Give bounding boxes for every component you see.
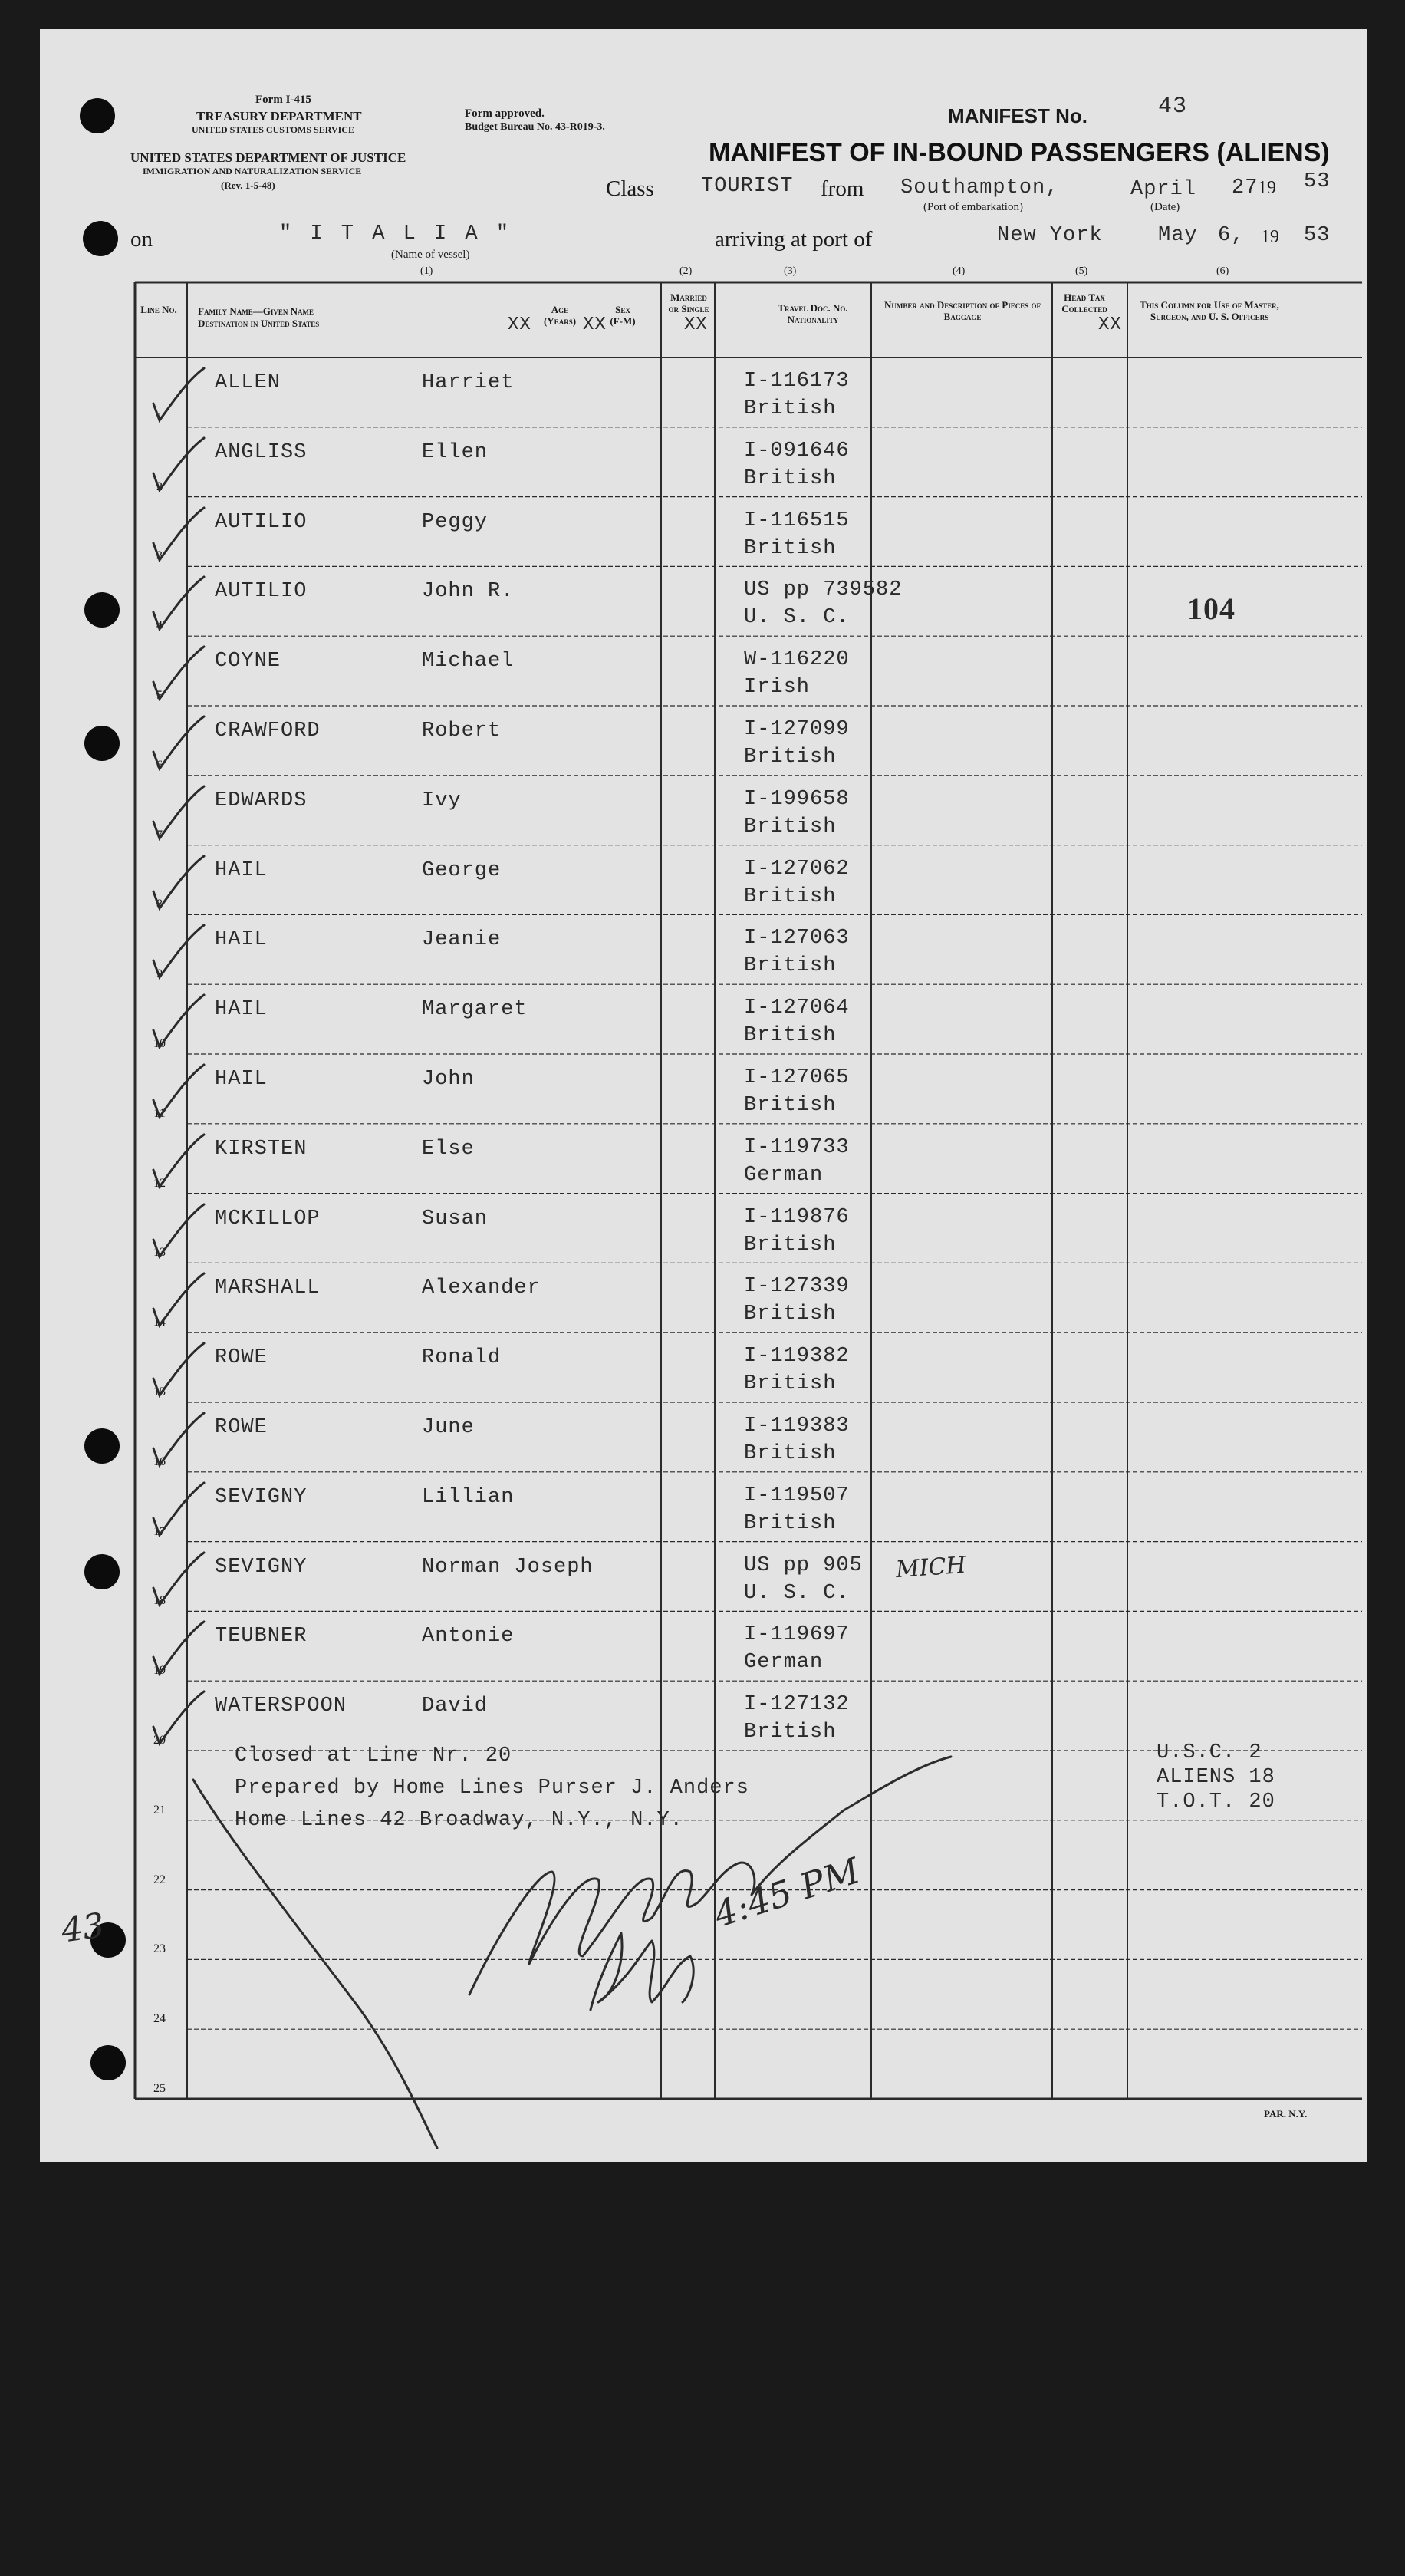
- nationality: British: [744, 884, 837, 908]
- arrival-day: 6,: [1218, 224, 1245, 247]
- from-label: from: [821, 176, 864, 201]
- passenger-family-name: SEVIGNY: [215, 1555, 308, 1579]
- passenger-given-name: Ellen: [422, 440, 489, 464]
- nationality: British: [744, 1024, 837, 1048]
- travel-doc-number: I-116515: [744, 509, 850, 532]
- passenger-given-name: Susan: [422, 1207, 489, 1230]
- line-number: 2: [156, 479, 163, 493]
- line-number: 25: [153, 2082, 166, 2095]
- travel-doc-number: I-127132: [744, 1693, 850, 1717]
- passenger-given-name: Antonie: [422, 1625, 515, 1649]
- officer-note: 104: [1187, 591, 1236, 626]
- departure-year: 53: [1304, 170, 1331, 193]
- nationality: British: [744, 1372, 837, 1396]
- travel-doc-number: I-119697: [744, 1623, 850, 1647]
- line-number: 23: [153, 1942, 166, 1956]
- line-number: 20: [153, 1734, 166, 1747]
- arrival-month: May: [1158, 224, 1198, 247]
- passenger-given-name: Norman Joseph: [422, 1555, 594, 1579]
- address-note: Home Lines 42 Broadway, N.Y., N.Y.: [235, 1809, 683, 1832]
- departure-day: 27: [1232, 176, 1259, 199]
- initials-mark: [591, 1933, 693, 2010]
- passenger-given-name: John: [422, 1068, 475, 1091]
- passenger-given-name: Peggy: [422, 510, 489, 534]
- nationality: British: [744, 815, 837, 838]
- passenger-family-name: TEUBNER: [215, 1625, 308, 1649]
- travel-doc-number: I-127065: [744, 1066, 850, 1089]
- header-head-tax: Head Tax Collected: [1061, 292, 1107, 315]
- column-number: (4): [953, 265, 966, 277]
- footer-slash: [193, 1780, 437, 2148]
- passenger-family-name: HAIL: [215, 928, 268, 952]
- handwritten-page-number: 43: [58, 1906, 107, 1951]
- nationality: Irish: [744, 676, 811, 700]
- passenger-given-name: June: [422, 1416, 475, 1439]
- travel-doc-number: US pp 905: [744, 1553, 863, 1577]
- line-number: 10: [153, 1037, 166, 1050]
- passenger-family-name: HAIL: [215, 998, 268, 1022]
- manifest-number-label: MANIFEST No.: [948, 104, 1087, 127]
- line-number: 3: [156, 549, 163, 563]
- passenger-family-name: HAIL: [215, 1068, 268, 1091]
- header-travel-doc: Travel Doc. No. Nationality: [778, 302, 848, 325]
- travel-doc-number: I-127063: [744, 927, 850, 950]
- header-tax-strike: XX: [1098, 315, 1122, 335]
- passenger-given-name: Michael: [422, 650, 515, 674]
- passenger-family-name: ALLEN: [215, 371, 281, 394]
- passenger-given-name: Jeanie: [422, 928, 502, 952]
- total-aliens: ALIENS 18: [1157, 1766, 1275, 1789]
- line-number: 12: [153, 1176, 166, 1190]
- passenger-given-name: David: [422, 1695, 489, 1718]
- form-number: Form I-415: [255, 94, 311, 106]
- departure-month: April: [1130, 178, 1197, 201]
- nationality: British: [744, 466, 837, 490]
- travel-doc-number: W-116220: [744, 648, 850, 672]
- passenger-given-name: Alexander: [422, 1276, 541, 1300]
- class-value: TOURIST: [701, 175, 794, 198]
- passenger-family-name: KIRSTEN: [215, 1137, 308, 1161]
- nationality: British: [744, 1233, 837, 1257]
- header-sex-strike: XX: [583, 315, 607, 335]
- line-number: 4: [156, 619, 163, 633]
- header-officers: This Column for Use of Master, Surgeon, and U. S. Officers: [1140, 299, 1279, 322]
- travel-doc-number: I-199658: [744, 787, 850, 811]
- arriving-label: arriving at port of: [715, 227, 873, 252]
- revision: (Rev. 1-5-48): [221, 180, 275, 191]
- header-line-no: Line No.: [140, 304, 177, 315]
- passenger-family-name: CRAWFORD: [215, 720, 321, 743]
- line-number: 18: [153, 1594, 166, 1608]
- header-age-strike: XX: [508, 315, 531, 335]
- column-number: (3): [784, 265, 797, 277]
- manifest-number: 43: [1158, 94, 1188, 120]
- nationality: British: [744, 1442, 837, 1465]
- nationality: German: [744, 1651, 824, 1675]
- travel-doc-number: I-119383: [744, 1415, 850, 1438]
- manifest-title: MANIFEST OF IN-BOUND PASSENGERS (ALIENS): [709, 138, 1330, 167]
- nationality: British: [744, 954, 837, 978]
- closed-note: Closed at Line Nr. 20: [235, 1744, 512, 1767]
- line-number: 9: [156, 967, 163, 981]
- line-number: 24: [153, 2012, 166, 2026]
- passenger-given-name: Margaret: [422, 998, 528, 1022]
- passenger-family-name: MCKILLOP: [215, 1207, 321, 1230]
- passenger-given-name: Harriet: [422, 371, 515, 394]
- passenger-family-name: MARSHALL: [215, 1276, 321, 1300]
- column-number: (1): [420, 265, 433, 277]
- date-caption: (Date): [1150, 201, 1180, 213]
- travel-doc-number: US pp 739582: [744, 578, 903, 602]
- line-number: 1: [156, 410, 163, 423]
- travel-doc-number: I-127064: [744, 996, 850, 1020]
- header-family-name: Family Name—Given Name: [198, 305, 314, 317]
- nationality: British: [744, 397, 837, 420]
- nationality: British: [744, 536, 837, 560]
- nationality: British: [744, 1721, 837, 1744]
- passenger-family-name: EDWARDS: [215, 789, 308, 812]
- ins-service: IMMIGRATION AND NATURALIZATION SERVICE: [143, 166, 362, 176]
- passenger-given-name: Lillian: [422, 1485, 515, 1509]
- embarkation-port: Southampton,: [900, 176, 1059, 199]
- travel-doc-number: I-127062: [744, 857, 850, 881]
- passenger-given-name: John R.: [422, 580, 515, 604]
- travel-doc-number: I-127099: [744, 718, 850, 741]
- vessel-name: " I T A L I A ": [279, 222, 512, 245]
- time-note: 4:45 PM: [709, 1850, 865, 1935]
- departure-year-prefix: 19: [1258, 178, 1276, 198]
- arrival-port: New York: [997, 224, 1103, 247]
- nationality: British: [744, 1303, 837, 1326]
- treasury-department: TREASURY DEPARTMENT: [196, 109, 362, 124]
- header-married: Married or Single: [668, 292, 709, 315]
- total-usc: U.S.C. 2: [1157, 1741, 1262, 1764]
- passenger-family-name: AUTILIO: [215, 510, 308, 534]
- line-number: 8: [156, 898, 163, 911]
- printer-imprint: PAR. N.Y.: [1264, 2108, 1308, 2120]
- passenger-family-name: WATERSPOON: [215, 1695, 347, 1718]
- travel-doc-number: I-116173: [744, 370, 850, 393]
- nationality: British: [744, 1511, 837, 1535]
- line-number: 15: [153, 1385, 166, 1398]
- header-age: Age (Years): [543, 304, 577, 327]
- department-of-justice: UNITED STATES DEPARTMENT OF JUSTICE: [130, 150, 406, 165]
- header-sex: Sex (F-M): [610, 304, 636, 327]
- form-approved: Form approved.: [465, 107, 545, 120]
- passenger-family-name: COYNE: [215, 650, 281, 674]
- nationality: British: [744, 1094, 837, 1117]
- passenger-given-name: Robert: [422, 720, 502, 743]
- travel-doc-number: I-119507: [744, 1484, 850, 1507]
- header-destination: Destination in United States: [198, 318, 320, 329]
- line-number: 21: [153, 1803, 166, 1817]
- column-number: (5): [1075, 265, 1088, 277]
- column-number: (6): [1216, 265, 1229, 277]
- passenger-family-name: AUTILIO: [215, 580, 308, 604]
- passenger-given-name: George: [422, 858, 502, 882]
- column-number: (2): [679, 265, 693, 277]
- officer-signature: [469, 1757, 951, 1995]
- arrival-year: 53: [1304, 224, 1331, 247]
- passenger-family-name: HAIL: [215, 858, 268, 882]
- line-number: 6: [156, 758, 163, 772]
- line-number: 7: [156, 828, 163, 842]
- vessel-caption: (Name of vessel): [391, 249, 470, 261]
- arrival-year-prefix: 19: [1261, 227, 1279, 247]
- line-number: 14: [153, 1316, 166, 1329]
- mich-note: MICH: [894, 1551, 967, 1584]
- line-number: 11: [153, 1106, 166, 1120]
- passenger-family-name: ANGLISS: [215, 440, 308, 464]
- total-tot: T.O.T. 20: [1157, 1790, 1275, 1813]
- passenger-given-name: Else: [422, 1137, 475, 1161]
- embarkation-caption: (Port of embarkation): [923, 201, 1023, 213]
- line-number: 19: [153, 1664, 166, 1678]
- passenger-family-name: ROWE: [215, 1346, 268, 1370]
- passenger-family-name: SEVIGNY: [215, 1485, 308, 1509]
- travel-doc-number: I-119382: [744, 1345, 850, 1369]
- budget-bureau: Budget Bureau No. 43-R019-3.: [465, 121, 605, 133]
- class-label: Class: [606, 176, 654, 201]
- on-label: on: [130, 227, 153, 252]
- passenger-given-name: Ivy: [422, 789, 462, 812]
- nationality: British: [744, 746, 837, 769]
- line-number: 13: [153, 1246, 166, 1260]
- travel-doc-number: I-127339: [744, 1275, 850, 1299]
- passenger-family-name: ROWE: [215, 1416, 268, 1439]
- header-baggage: Number and Description of Pieces of Baggage: [884, 299, 1041, 322]
- nationality: U. S. C.: [744, 1581, 850, 1605]
- line-number: 17: [153, 1524, 166, 1538]
- travel-doc-number: I-119733: [744, 1135, 850, 1159]
- travel-doc-number: I-091646: [744, 439, 850, 463]
- line-number: 16: [153, 1454, 166, 1468]
- line-number: 22: [153, 1873, 166, 1886]
- header-married-strike: XX: [684, 315, 708, 335]
- nationality: German: [744, 1163, 824, 1187]
- prepared-note: Prepared by Home Lines Purser J. Anders: [235, 1777, 749, 1800]
- customs-service: UNITED STATES CUSTOMS SERVICE: [192, 124, 354, 135]
- travel-doc-number: I-119876: [744, 1205, 850, 1229]
- line-number: 5: [156, 689, 163, 702]
- passenger-given-name: Ronald: [422, 1346, 502, 1370]
- nationality: U. S. C.: [744, 606, 850, 630]
